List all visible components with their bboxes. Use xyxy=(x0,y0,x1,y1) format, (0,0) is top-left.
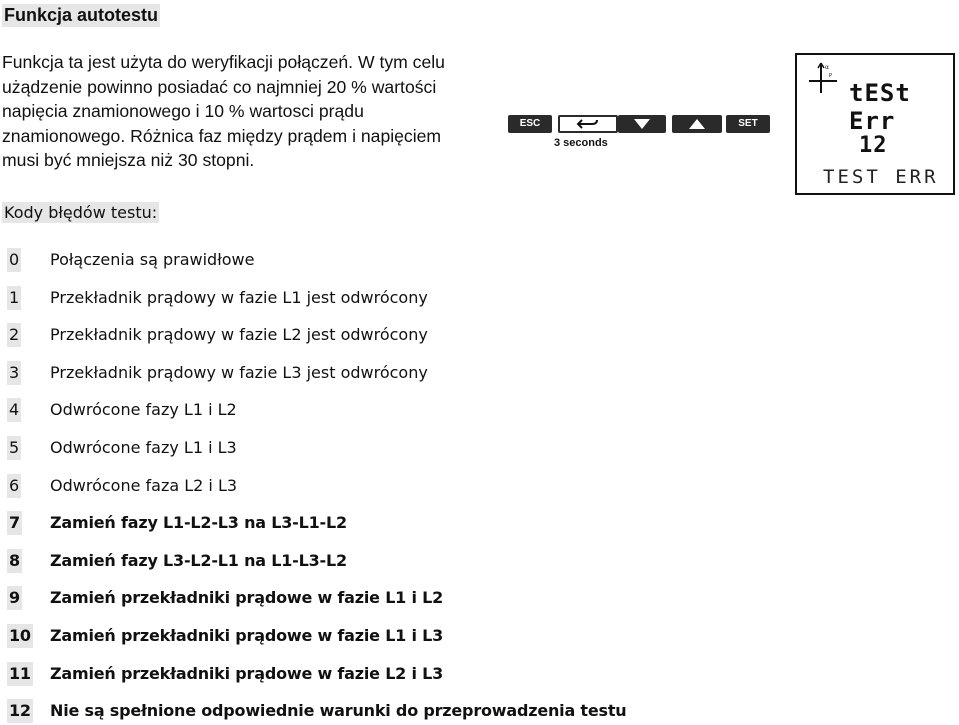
error-code-description: Połączenia są prawidłowe xyxy=(50,250,255,269)
svg-text:α: α xyxy=(825,64,829,71)
device-display xyxy=(795,53,955,195)
error-code-number: 1 xyxy=(7,286,21,310)
intro-line: znamionowego. Różnica faz między prądem i napięciem xyxy=(2,125,442,146)
arrow-down-icon xyxy=(633,118,651,130)
error-code-number: 5 xyxy=(7,436,21,460)
quadrant-axes-icon xyxy=(805,59,839,95)
error-code-description: Zamień przekładniki prądowe w fazie L2 i L3 xyxy=(50,663,444,683)
intro-line: Funkcja ta jest użyta do weryfikacji połączeń. W tym celu xyxy=(2,52,445,72)
display-bottom-text: TEST ERR xyxy=(823,166,939,188)
error-code-description: Przekładnik prądowy w fazie L2 jest odwrócony xyxy=(50,325,428,345)
error-code-number: 12 xyxy=(7,699,33,723)
display-line-2: Err xyxy=(849,107,896,135)
error-code-description: Odwrócone fazy L1 i L3 xyxy=(50,438,237,457)
error-code-number: 2 xyxy=(7,323,21,347)
error-code-description: Zamień przekładniki prądowe w fazie L1 i L2 xyxy=(50,588,444,608)
return-arrow-icon xyxy=(576,118,600,130)
return-button xyxy=(558,115,618,133)
intro-line: użądzenie powinno posiadać co najmniej 20 % wartości xyxy=(2,76,437,97)
error-code-number: 0 xyxy=(7,248,21,272)
error-code-description: Odwrócone faza L2 i L3 xyxy=(50,475,238,495)
error-code-number: 3 xyxy=(7,361,21,385)
error-code-number: 4 xyxy=(7,398,21,422)
error-code-description: Odwrócone fazy L1 i L2 xyxy=(50,400,237,420)
display-line-3: 12 xyxy=(859,133,888,158)
error-code-number: 11 xyxy=(7,662,33,686)
hold-duration-label: 3 seconds xyxy=(554,137,608,149)
set-button: SET xyxy=(726,115,770,133)
up-button xyxy=(672,115,722,133)
error-code-number: 8 xyxy=(7,549,22,573)
page-title: Funkcja autotestu xyxy=(4,5,159,25)
error-code-number: 10 xyxy=(7,624,33,648)
codes-heading: Kody błędów testu: xyxy=(4,203,158,222)
error-code-description: Zamień przekładniki prądowe w fazie L1 i L3 xyxy=(50,626,444,645)
arrow-up-icon xyxy=(688,118,706,130)
intro-line: musi być mniejsza niż 30 stopni. xyxy=(2,150,255,170)
error-code-description: Zamień fazy L1-L2-L3 na L3-L1-L2 xyxy=(50,513,347,533)
error-code-number: 9 xyxy=(7,586,22,610)
error-code-description: Przekładnik prądowy w fazie L3 jest odwrócony xyxy=(50,362,428,382)
down-button xyxy=(618,115,666,133)
intro-paragraph xyxy=(2,50,482,173)
error-code-description: Zamień fazy L3-L2-L1 na L1-L3-L2 xyxy=(50,550,347,570)
device-button-strip xyxy=(508,115,770,155)
display-line-1: tESt xyxy=(849,79,911,107)
intro-line: napięcia znamionowego i 10 % wartosci prądu xyxy=(2,101,364,121)
error-code-description: Nie są spełnione odpowiednie warunki do przeprowadzenia testu xyxy=(50,701,627,721)
error-code-description: Przekładnik prądowy w fazie L1 jest odwrócony xyxy=(50,287,428,307)
svg-text:P: P xyxy=(829,73,833,79)
error-code-number: 6 xyxy=(7,474,21,498)
esc-button: ESC xyxy=(508,115,552,133)
error-code-number: 7 xyxy=(7,511,22,535)
